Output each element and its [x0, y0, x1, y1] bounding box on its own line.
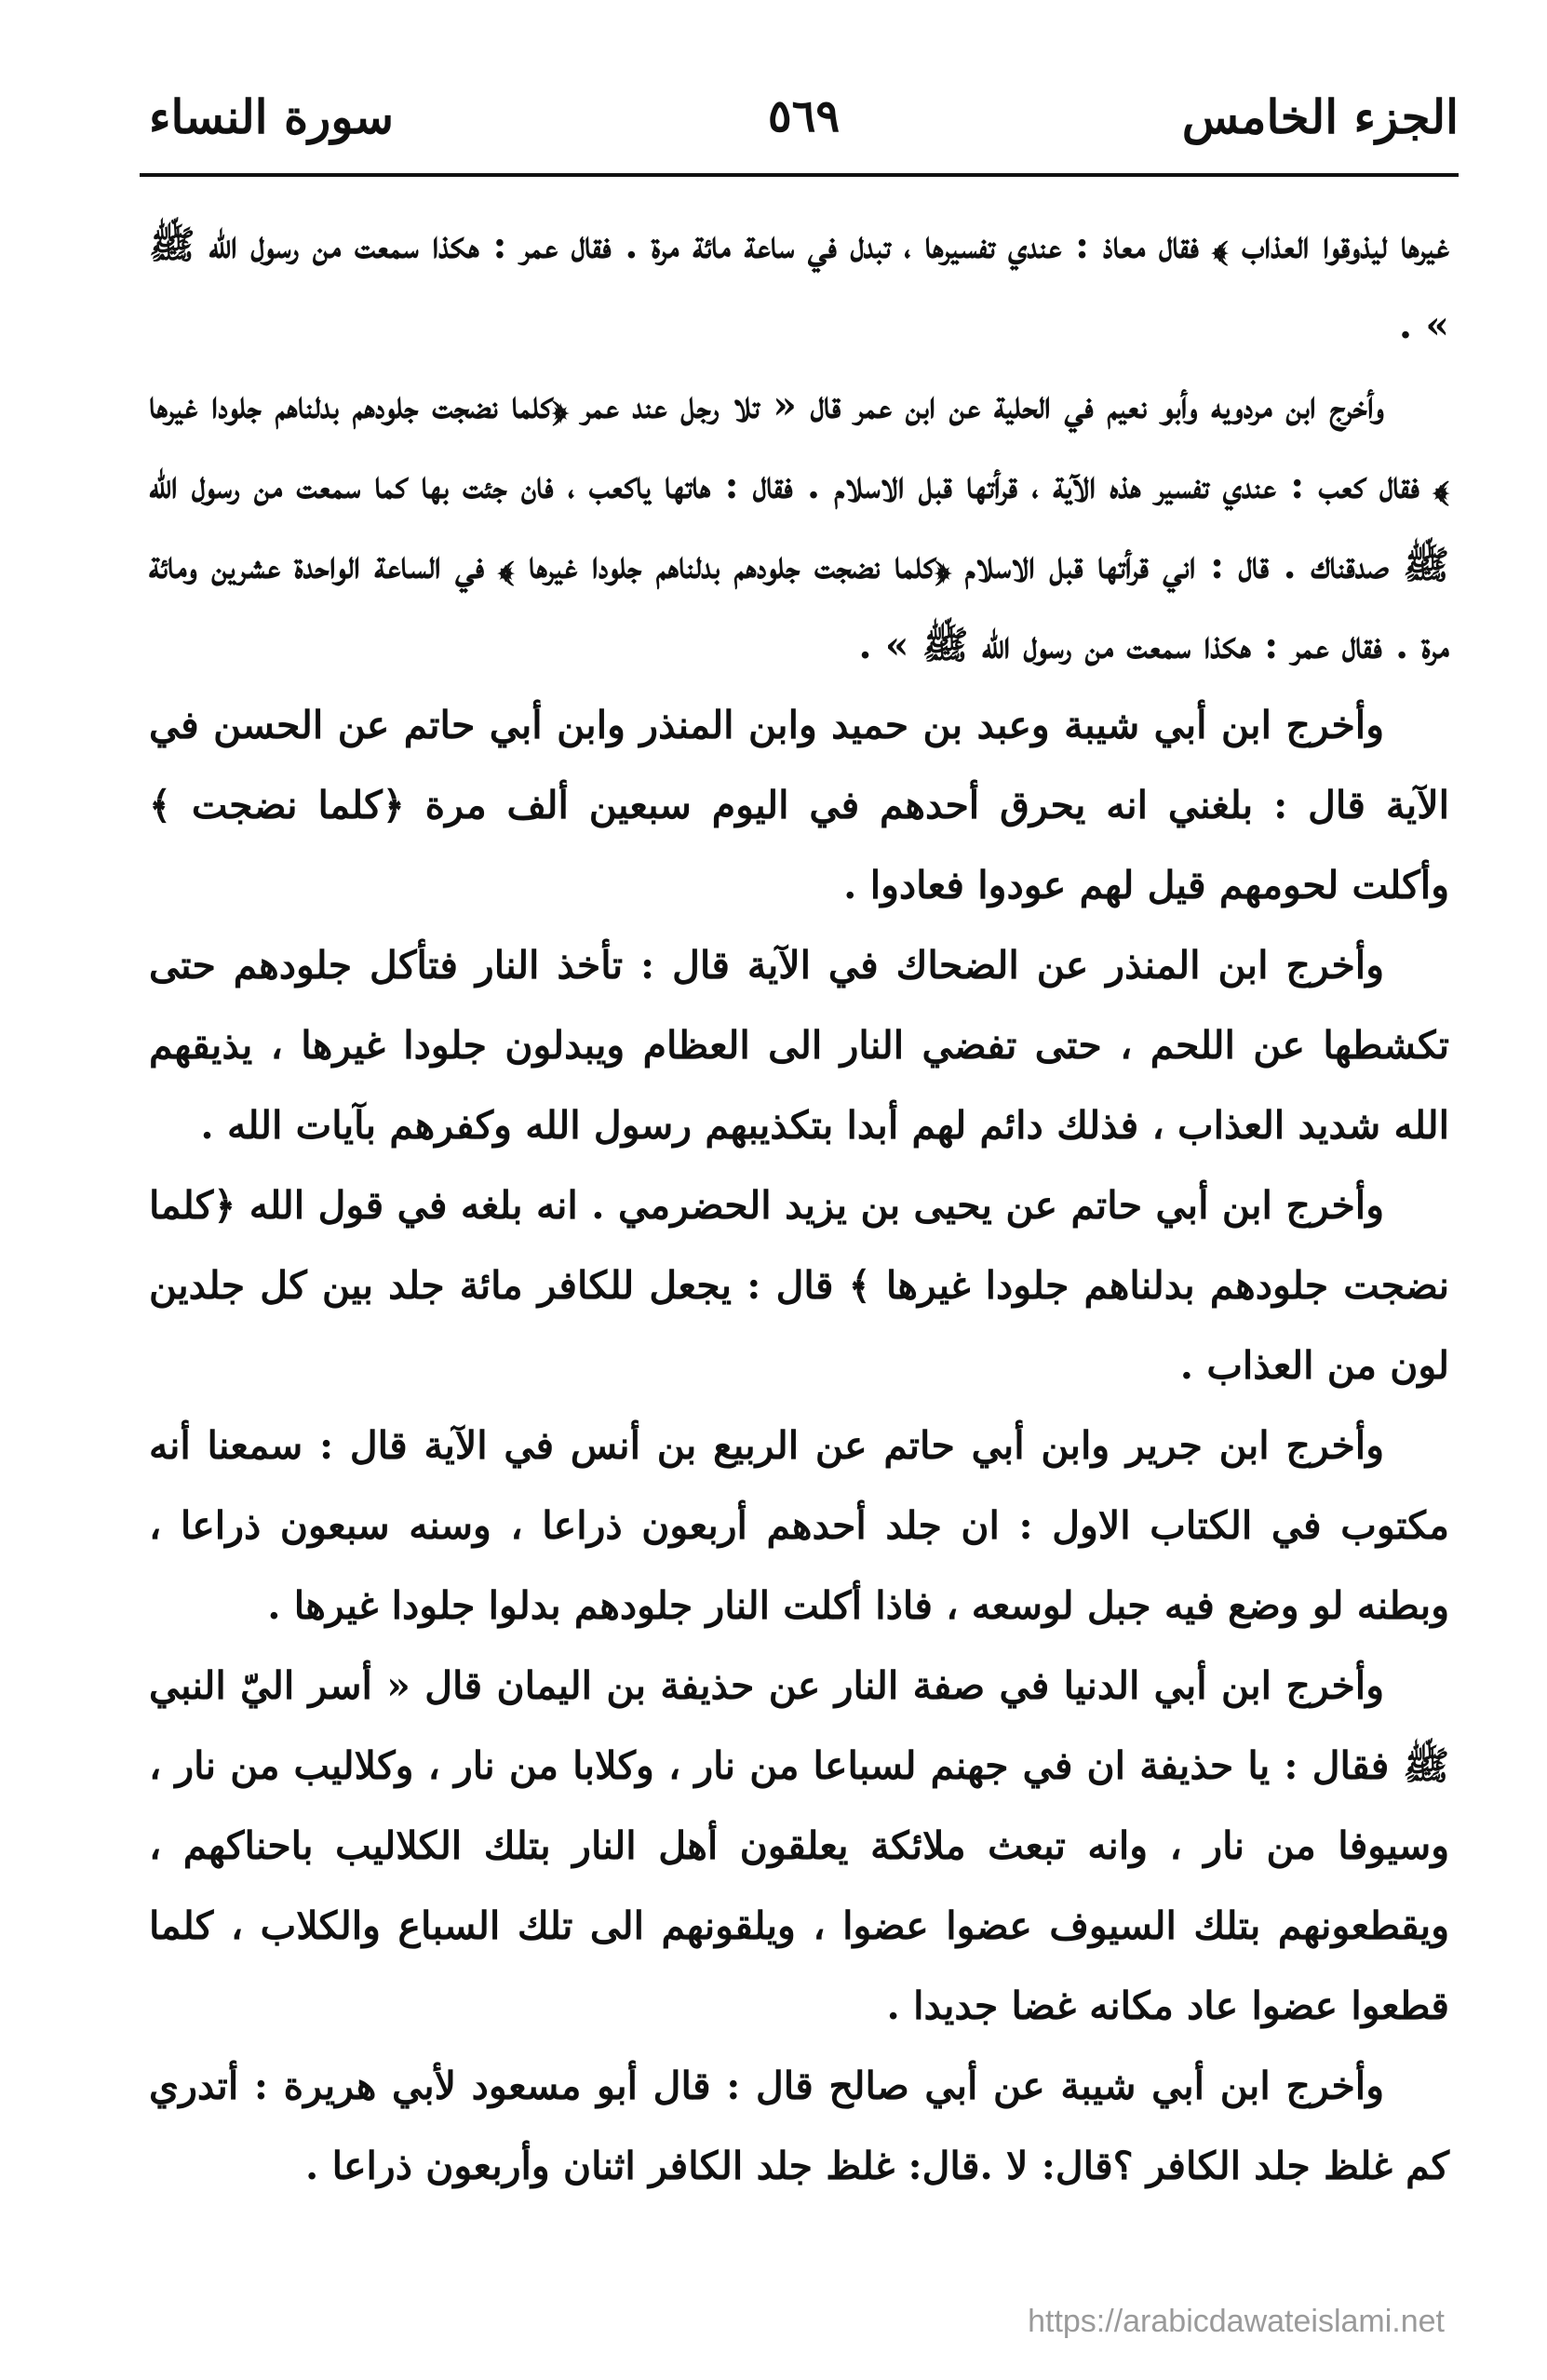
header-divider [140, 173, 1459, 177]
paragraph: وأخرج ابن أبي شيبة وعبد بن حميد وابن المنذر وابن أبي حاتم عن الحسن في الآية قال : بلغني انه يحرق أحدهم في اليوم سبعين ألف مرة ﴿كلما نضجت ﴾ وأكلت لحومهم قيل لهم عودوا فعادوا . [149, 703, 1449, 908]
paragraph: وأخرج ابن مردويه وأبو نعيم في الحلية عن ابن عمر قال « تلا رجل عند عمر ﴿كلما نضجت جلودهم بدلناهم جلودا غيرها ﴾ فقال كعب : عندي تفسير هذه الآية ، قرأتها قبل الاسلام . فقال : هاتها ياكعب ، فان جئت بها كما سمعت من رسول الله ﷺ صدقناك . قال : اني قرأتها قبل الاسلام ﴿كلما نضجت جلودهم بدلناهم جلودا غيرها ﴾ في الساعة الواحدة عشرين ومائة مرة . فقال عمر : هكذا سمعت من رسول الله ﷺ » . [149, 383, 1449, 667]
watermark-url: https://arabicdawateislami.net [1028, 2304, 1445, 2339]
page-number: ٥٦٩ [767, 90, 841, 142]
paragraph: غيرها ليذوقوا العذاب ﴾ فقال معاذ : عندي تفسيرها ، تبدل في ساعة مائة مرة . فقال عمر : هكذا سمعت من رسول الله ﷺ » . [149, 222, 1449, 347]
paragraph: وأخرج ابن أبي الدنيا في صفة النار عن حذيفة بن اليمان قال « أسر اليّ النبي ﷺ فقال : يا حذيفة ان في جهنم لسباعا من نار ، وكلابا من نار ، وكلاليب من نار ، وسيوفا من نار ، وانه تبعث ملائكة يعلقون أهل النار بتلك الكلاليب باحناكهم ، ويقطعونهم بتلك السيوف عضوا عضوا ، ويلقونهم الى تلك السباع والكلاب ، كلما قطعوا عضوا عاد مكانه غضا جديدا . [149, 1663, 1449, 2028]
page-header [149, 65, 1459, 168]
page-body [149, 205, 1449, 2206]
part-title: الجزء الخامس [1181, 88, 1459, 144]
surah-title: سورة النساء [149, 88, 395, 144]
paragraph: وأخرج ابن أبي شيبة عن أبي صالح قال : قال أبو مسعود لأبي هريرة : أتدري كم غلظ جلد الكافر ؟قال: لا .قال: غلظ جلد الكافر اثنان وأربعون ذراعا . [149, 2064, 1449, 2188]
paragraph: وأخرج ابن أبي حاتم عن يحيى بن يزيد الحضرمي . انه بلغه في قول الله ﴿كلما نضجت جلودهم بدلناهم جلودا غيرها ﴾ قال : يجعل للكافر مائة جلد بين كل جلدين لون من العذاب . [149, 1183, 1449, 1388]
paragraph: وأخرج ابن جرير وابن أبي حاتم عن الربيع بن أنس في الآية قال : سمعنا أنه مكتوب في الكتاب الاول : ان جلد أحدهم أربعون ذراعا ، وسنه سبعون ذراعا ، وبطنه لو وضع فيه جبل لوسعه ، فاذا أكلت النار جلودهم بدلوا جلودا غيرها . [149, 1423, 1449, 1628]
paragraph: وأخرج ابن المنذر عن الضحاك في الآية قال : تأخذ النار فتأكل جلودهم حتى تكشطها عن اللحم ، حتى تفضي النار الى العظام ويبدلون جلودا غيرها ، يذيقهم الله شديد العذاب ، فذلك دائم لهم أبدا بتكذيبهم رسول الله وكفرهم بآيات الله . [149, 943, 1449, 1148]
